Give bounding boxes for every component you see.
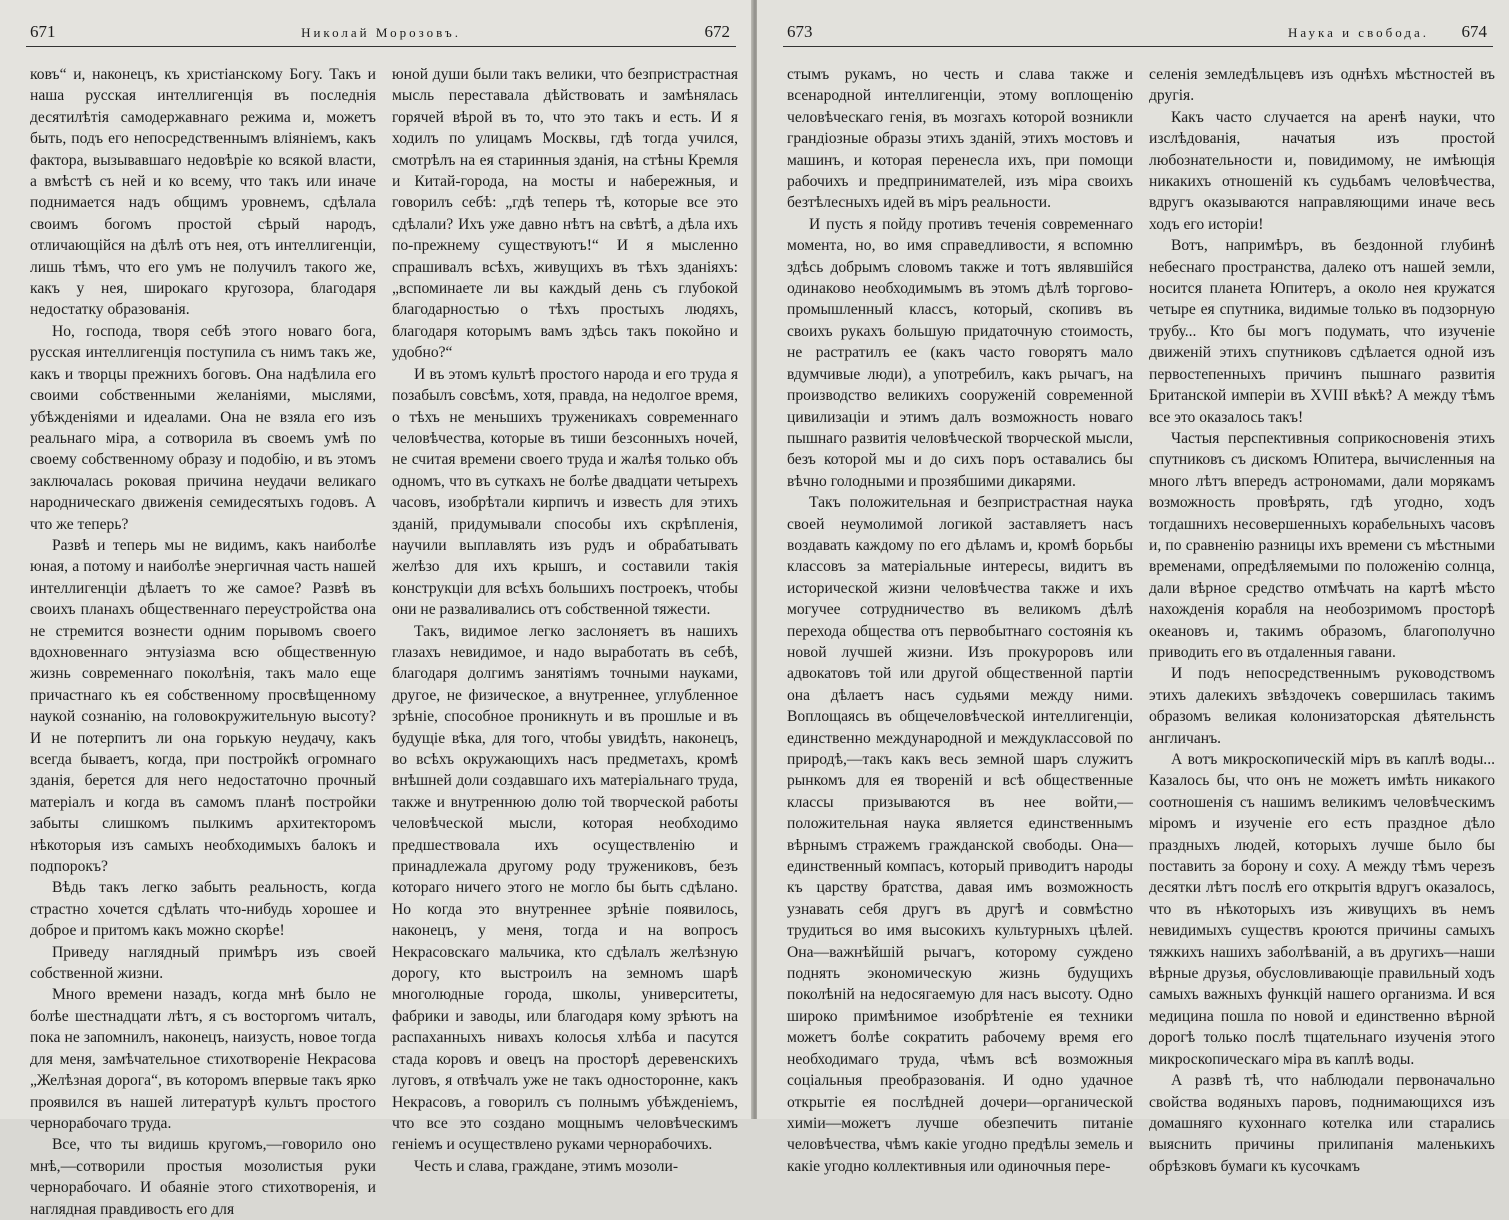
column-674: [1149, 64, 1495, 1175]
paragraph: Приведу наглядный примѣръ изъ своей собственной жизни.: [30, 943, 376, 983]
paragraph: Такъ положительная и безпристрастная наука своей неумолимой логикой заставляетъ насъ воздавать каждому по его дѣламъ и, кромѣ борьбы классовъ за матеріальные интересы, видитъ въ исторической жизни человѣчества также и ихъ могучее сотрудничество въ великомъ дѣлѣ перехода общества отъ первобытнаго состоянія къ новой лучшей жизни. Изъ прокуроровъ или адвокатовъ той или другой общественной партіи она дѣлаетъ насъ судьями между ними. Воплощаясь въ общечеловѣческой интеллигенціи, единственно международной и междуклассовой по природѣ,—такъ какъ весь земной шаръ служитъ рынкомъ для ея твореній и всѣ общественные классы призываются въ нее войти,—положительная наука является единственнымъ вѣрнымъ стражемъ гражданской свободы. Она—единственный компасъ, который приводитъ народы къ царству братства, давая имъ возможность узнавать себя другъ въ другѣ и совмѣстно трудиться во имя высокихъ культурныхъ цѣлей. Она—важнѣйшій рычагъ, которому суждено поднять экономическую жизнь будущихъ поколѣній на недосягаемую для насъ высоту. Одно широко примѣнимое изобрѣтеніе ея техники можетъ болѣе сократить рабочему время его необходимаго труда, чѣмъ всѣ возможныя соціальныя преобразованія. И одно удачное открытіе ея послѣдней дочери—органической химіи—можетъ лучше обезпечить питаніе человѣчества, чѣмъ какіе угодно предѣлы земель и какіе угодно коллективныя или одиночныя пере-: [787, 494, 1133, 1175]
paragraph: Развѣ и теперь мы не видимъ, какъ наиболѣе юная, а потому и наиболѣе энергичная часть нашей интеллигенціи дѣлаетъ то же самое? Развѣ въ своихъ планахъ общественнаго переустройства она не стремится вознести одним порывомъ своего вдохновеннаго энтузіазма всю общественную жизнь современнаго поколѣнія, такъ мало еще причастнаго къ ея собственному просвѣщенному наукой сознанію, на головокружительную высоту? И не потерпитъ ли она горькую неудачу, какъ всегда бываетъ, когда, при постройкѣ огромнаго зданія, берется для него недостаточно прочный матеріалъ и когда въ самомъ планѣ постройки забыты слишкомъ пылкимъ архитекторомъ нѣкоторыя изъ самыхъ необходимыхъ балокъ и подпорокъ?: [30, 536, 376, 876]
paragraph: Такъ, видимое легко заслоняетъ въ нашихъ глазахъ невидимое, и надо выработать въ себѣ, благодаря долгимъ занятіямъ точными науками, другое, не физическое, а внутреннее, углубленное зрѣніе, способное проникнуть и въ прошлые и въ будущіе вѣка, для того, чтобы увидѣть, наконецъ, во всѣхъ окружающихъ насъ предметахъ, кромѣ внѣшней доли создавшаго ихъ матеріальнаго труда, также и внутреннюю долю той творческой работы человѣческой мысли, которая необходимо предшествовала ихъ осуществленію и принадлежала другому роду тружениковъ, безъ котораго ничего этого не могло бы быть сдѣлано. Но когда это внутреннее зрѣніе появилось, наконецъ, у меня, тогда и на вопросъ Некрасовскаго мальчика, кто сдѣлалъ желѣзную дорогу, кто выстроилъ на земномъ шарѣ многолюдные города, школы, университеты, фабрики и заводы, или благодаря кому зрѣютъ на распаханныхъ нивахъ колосья хлѣба и пасутся стада коровъ и овецъ на просторѣ деревенскихъ луговъ, я отвѣчалъ уже не такъ односторонне, какъ Некрасовъ, а говорилъ съ полнымъ убѣжденіемъ, что все это создано мощнымъ человѣческимъ геніемъ и осуществлено руками чернорабочихъ.: [392, 622, 738, 1154]
left-page-header: [26, 20, 736, 47]
running-title-left: Николай Морозовъ.: [301, 25, 461, 40]
paragraph: Все, что ты видишь кругомъ,—говорило оно мнѣ,—сотворили простыя мозолистыя руки чернорабочаго. И обаяніе этого стихотворенія, и наглядная правдивость его для: [30, 1136, 376, 1218]
right-page: [757, 0, 1509, 1175]
left-page: [0, 0, 752, 1218]
running-title-right: Наука и свобода.: [1287, 25, 1429, 40]
paragraph: И въ этомъ культѣ простого народа и его труда я позабылъ совсѣмъ, хотя, правда, на недолгое время, о тѣхъ не меньшихъ труженикахъ современнаго человѣчества, которые въ тиши безсонныхъ ночей, не считая времени своего труда и жалѣя только объ одномъ, что въ суткахъ не болѣе двадцати четырехъ часовъ, изобрѣтали кирпичъ и известь для этихъ зданій, придумывали способы ихъ скрѣпленія, научили выплавлять изъ рудъ и обрабатывать желѣзо для ихъ крышъ, и составили такія конструкціи для всѣхъ большихъ построекъ, чтобы они не разваливались отъ собственной тяжести.: [392, 365, 738, 619]
column-672: [392, 64, 738, 1175]
paragraph: Частыя перспективныя соприкосновенія этихъ спутниковъ съ дискомъ Юпитера, вычисленныя на много лѣтъ впередъ астрономами, дали морякамъ возможность провѣрять, гдѣ угодно, ходъ тогдашнихъ несовершенныхъ корабельныхъ часовъ и, по сравненію разницы ихъ времени съ мѣстными временами, опредѣляемыми по положенію солнца, дали вѣрное средство отмѣчать на картѣ мѣсто нахожденія корабля на необозримомъ просторѣ океановъ и, такимъ образомъ, благополучно приводить его въ отдаленныя гавани.: [1149, 429, 1495, 661]
page-number-671: 671: [30, 22, 56, 41]
paragraph: Честь и слава, граждане, этимъ мозоли-: [414, 1157, 679, 1175]
right-page-columns: [787, 64, 1495, 1175]
paragraph: ковъ“ и, наконецъ, къ христіанскому Богу. Такъ и наша русская интеллигенція въ последнія десятилѣтія самодержавнаго режима и, можетъ быть, подъ его непосредственнымъ вліяніемъ, какъ фактора, вызывавшаго недовѣріе ко всякой власти, а вмѣстѣ съ ней и ко всему, что такъ или иначе поднимается надъ общимъ уровнемъ, сдѣлала своимъ богомъ простой сѣрый народъ, отличающійся на дѣлѣ отъ нея, отъ интеллигенціи, лишь тѣмъ, что его умъ не получилъ такого же, какъ у нея, широкаго кругозора, благодаря недостатку образованія.: [30, 66, 376, 319]
paragraph: А вотъ микроскопическій міръ въ каплѣ воды... Казалось бы, что онъ не можетъ имѣть никакого соотношенія съ нашимъ великимъ человѣческимъ міромъ и изученіе его есть праздное дѣло праздныхъ людей, которыхъ лучше было бы поставить за борону и соху. А между тѣмъ черезъ десятки лѣтъ послѣ его открытія вдругъ оказалось, что въ нѣкоторыхъ изъ живущихъ въ немъ невидимыхъ существъ кроются причины самыхъ тяжкихъ нашихъ заболѣваній, а въ другихъ—наши вѣрные друзья, обусловливающіе правильный ходъ самыхъ важныхъ функцій нашего организма. И вся медицина пошла по новой и единственно вѣрной дорогѣ только послѣ тщательнаго изученія этого микроскопическаго міра въ каплѣ воды.: [1149, 751, 1495, 1068]
page-number-674: 674: [1461, 22, 1487, 41]
right-page-header: [783, 20, 1493, 47]
paragraph: Вѣдь такъ легко забыть реальность, когда страстно хочется сдѣлать что-нибудь хорошее и доброе и притомъ какъ можно скорѣе!: [30, 879, 376, 940]
paragraph: юной души были такъ велики, что безпристрастная мысль переставала дѣйствовать и замѣнялась горячей вѣрой въ то, что это такъ и есть. И я ходилъ по улицамъ Москвы, гдѣ тогда учился, смотрѣлъ на ея старинныя зданія, на стѣны Кремля и Китай-города, на мосты и набережныя, и говорилъ себѣ: „гдѣ теперь тѣ, которые все это сдѣлали? Ихъ уже давно нѣтъ на свѣтѣ, а дѣла ихъ по-прежнему существуютъ!“ И я мысленно спрашивалъ всѣхъ, живущихъ въ тѣхъ зданіяхъ: „вспоминаете ли вы каждый день съ глубокой благодарностью о тѣхъ простыхъ людяхъ, благодаря которымъ вамъ здѣсь такъ покойно и удобно?“: [392, 66, 738, 362]
page-number-673: 673: [787, 22, 813, 41]
column-673: [787, 64, 1133, 1175]
paragraph: селенія земледѣльцевъ изъ однѣхъ мѣстностей въ другія.: [1149, 66, 1495, 105]
paragraph: Но, господа, творя себѣ этого новаго бога, русская интеллигенція поступила съ нимъ такъ же, какъ и творцы прежнихъ боговъ. Она надѣлила его своими собственными желаніями, мыслями, убѣжденіями и идеалами. Она не взяла его изъ реальнаго міра, а сотворила въ своемъ умѣ по своему собственному образу и подобію, и въ этомъ заключалась роковая причина неудачи великаго народническаго движенія семидесятыхъ годовъ. А что же теперь?: [30, 322, 376, 533]
column-671: [30, 64, 376, 1218]
paragraph: И пусть я пойду противъ теченія современнаго момента, но, во имя справедливости, я вспомню здѣсь добрымъ словомъ также и тотъ являвшійся одинаково необходимымъ въ этомъ дѣлѣ торгово-промышленный классъ, который, скопивъ въ своихъ рукахъ большую придаточную стоимость, не растратилъ ее (какъ часто говорятъ мало вдумчивые люди), а употребилъ, какъ рычагъ, на производство великихъ сооруженій современной цивилизаціи и этимъ далъ возможность новаго пышнаго развитія человѣческой творческой мысли, безъ которой мы и до сихъ поръ оставались бы вѣчно голодными и прозябшими дикарями.: [787, 215, 1133, 490]
paragraph: стымъ рукамъ, но честь и слава также и всенародной интеллигенціи, этому воплощенію человѣческаго генія, въ мозгахъ которой возникли грандіозные образы этихъ зданій, этихъ мостовъ и машинъ, и которая перенесла ихъ, при помощи рабочихъ и предпринимателей, изъ міра своихъ безтѣлесныхъ идей въ міръ реальности.: [787, 66, 1133, 212]
paragraph: Вотъ, напримѣръ, въ бездонной глубинѣ небеснаго пространства, далеко отъ нашей земли, носится планета Юпитеръ, а около нея кружатся четыре ея спутника, видимые только въ подзорную трубу... Кто бы могъ подумать, что изученіе движеній этихъ спутниковъ сдѣлается одной изъ первостепенныхъ причинъ пышнаго развитія Британской имперіи въ XVIII вѣкѣ? А между тѣмъ все это оказалось такъ!: [1149, 237, 1495, 426]
paragraph: Какъ часто случается на аренѣ науки, что изслѣдованія, начатыя изъ простой любознательности и, повидимому, не имѣющія никакихъ отношеній къ судьбамъ человѣчества, вдругъ оказываются направляющими иначе весь ходъ его исторіи!: [1149, 108, 1495, 233]
page-number-672: 672: [704, 22, 730, 41]
left-page-columns: [30, 64, 738, 1218]
paragraph: А развѣ тѣ, что наблюдали первоначально свойства водяныхъ паровъ, поднимающихся изъ домашняго кухоннаго котелка или старались выяснить причины прилипанія маленькихъ обрѣзковъ бумаги къ кусочкамъ: [1149, 1072, 1495, 1175]
paragraph: Много времени назадъ, когда мнѣ было не болѣе шестнадцати лѣтъ, я съ восторгомъ читалъ, пока не запомнилъ, наконецъ, наизусть, новое тогда для меня, замѣчательное стихотвореніе Некрасова „Желѣзная дорога“, въ которомъ впервые такъ ярко проявился въ нашей литературѣ культъ простого чернорабочаго труда.: [30, 986, 376, 1132]
paragraph: И подъ непосредственнымъ руководствомъ этихъ далекихъ звѣздочекъ совершилась такимъ образомъ великая колонизаторская дѣятельнсть англичанъ.: [1149, 665, 1495, 747]
